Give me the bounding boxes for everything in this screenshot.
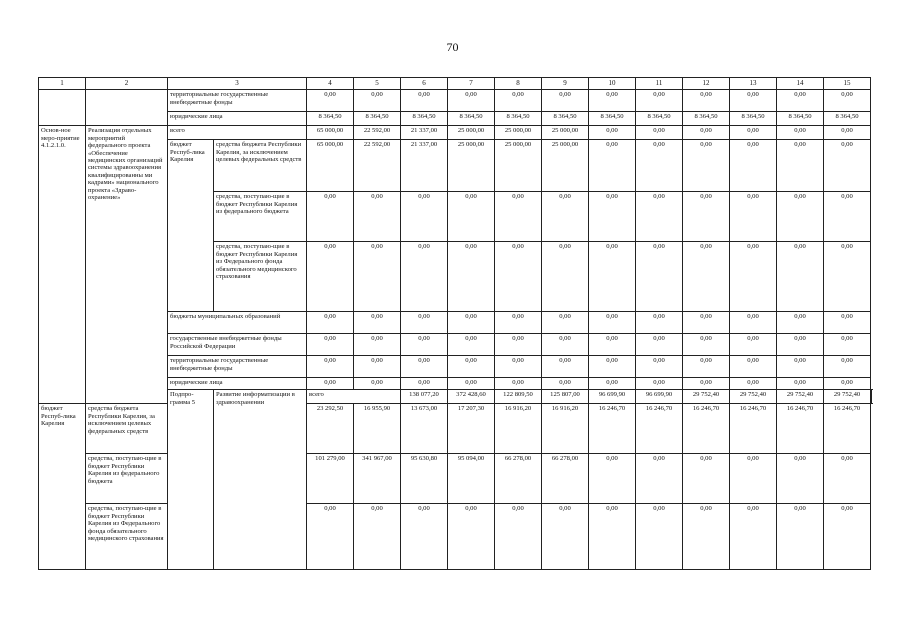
header-row [39,78,872,90]
value-cell: 25 000,00 [542,126,589,140]
value-cell: 8 364,50 [730,112,777,126]
value-cell: 122 809,50 [495,390,542,404]
section-title: Развитие информатизации в здравоохранении [214,390,307,570]
value-cell: 0,00 [589,90,636,112]
table-row [39,454,872,504]
header-cell: 7 [448,78,495,90]
value-cell: 0,00 [589,356,636,378]
value-cell: 29 752,40 [824,390,871,404]
empty-cell [86,90,168,126]
value-cell: 0,00 [683,334,730,356]
header-cell: 8 [495,78,542,90]
value-cell: 21 337,00 [401,126,448,140]
value-cell: 0,00 [824,192,871,242]
value-cell: 0,00 [777,454,824,504]
value-cell: 0,00 [683,312,730,334]
value-cell: 0,00 [448,378,495,390]
value-cell: 0,00 [354,312,401,334]
value-cell: 66 278,00 [542,454,589,504]
value-cell: 0,00 [777,192,824,242]
section-code: Основ-ное меро-приятие 4.1.2.1.0. [39,126,86,404]
value-cell: 0,00 [495,504,542,570]
value-cell: 0,00 [495,192,542,242]
value-cell: 0,00 [683,140,730,192]
value-cell: 0,00 [495,312,542,334]
value-cell: 0,00 [542,378,589,390]
value-cell: 22 592,00 [354,140,401,192]
value-cell: 0,00 [730,140,777,192]
value-cell: 8 364,50 [495,112,542,126]
header-cell: 6 [401,78,448,90]
value-cell: 0,00 [730,126,777,140]
value-cell: 0,00 [824,140,871,192]
value-cell: 0,00 [354,334,401,356]
budget-label: бюджет Респуб-лика Карелия [168,140,214,312]
header-cell: 11 [636,78,683,90]
value-cell: 0,00 [401,378,448,390]
value-cell: 0,00 [777,504,824,570]
value-cell: 0,00 [401,242,448,312]
value-cell: 17 207,30 [448,404,495,454]
value-cell: 0,00 [777,312,824,334]
source-label: юридические лица [168,378,307,390]
value-cell: 372 428,60 [448,390,495,404]
value-cell: 125 807,00 [542,390,589,404]
value-cell: 0,00 [824,504,871,570]
value-cell: 0,00 [777,90,824,112]
value-cell: 0,00 [354,192,401,242]
value-cell: 21 337,00 [401,140,448,192]
header-cell: 13 [730,78,777,90]
value-cell: 16 916,20 [495,404,542,454]
value-cell: 0,00 [401,90,448,112]
header-cell: 1 [39,78,86,90]
value-cell: 25 000,00 [542,140,589,192]
value-cell: 25 000,00 [448,140,495,192]
header-cell: 14 [777,78,824,90]
value-cell: 0,00 [448,334,495,356]
value-cell: 0,00 [730,378,777,390]
section-code: Подпро-грамма 5 [168,390,214,570]
value-cell: 8 364,50 [824,112,871,126]
value-cell: 0,00 [824,312,871,334]
value-cell: 0,00 [354,356,401,378]
value-cell: 25 000,00 [495,140,542,192]
value-cell: 29 752,40 [683,390,730,404]
value-cell: 0,00 [495,334,542,356]
value-cell: 0,00 [777,356,824,378]
value-cell: 0,00 [307,90,354,112]
value-cell: 0,00 [636,312,683,334]
header-cell: 9 [542,78,589,90]
value-cell: 0,00 [589,242,636,312]
value-cell: 0,00 [495,378,542,390]
budget-table [38,77,872,570]
value-cell: 0,00 [307,312,354,334]
value-cell: 0,00 [542,312,589,334]
value-cell: 0,00 [730,504,777,570]
value-cell: 0,00 [495,356,542,378]
source-label: государственные внебюджетные фонды Российской Федерации [168,334,307,356]
value-cell: 0,00 [354,90,401,112]
header-cell: 3 [168,78,307,90]
value-cell: 0,00 [683,504,730,570]
value-cell: 0,00 [683,192,730,242]
value-cell: 16 246,70 [683,404,730,454]
value-cell: 0,00 [636,454,683,504]
value-cell: 0,00 [636,504,683,570]
value-cell: 0,00 [824,334,871,356]
source-label: средства, поступаю-щие в бюджет Республики Карелия из федерального бюджета [86,454,168,504]
value-cell [871,390,872,404]
value-cell: 0,00 [730,312,777,334]
value-cell: 0,00 [401,504,448,570]
empty-cell [39,90,86,126]
page-number: 70 [446,40,459,54]
source-label: территориальные государственные внебюджетные фонды [168,356,307,378]
value-cell: 0,00 [730,242,777,312]
value-cell: 25 000,00 [448,126,495,140]
value-cell: 0,00 [730,356,777,378]
value-cell: 0,00 [777,334,824,356]
value-cell: 0,00 [542,334,589,356]
section-title: Реализация отдельных мероприятий федерального проекта «Обеспечение медицинских организаций системы здравоохранения квалифицированны ми кадрами» национального проекта «Здраво-охранение» [86,126,168,404]
value-cell: 0,00 [589,504,636,570]
value-cell: 341 967,00 [354,454,401,504]
value-cell: 0,00 [636,378,683,390]
value-cell: 0,00 [307,378,354,390]
value-cell: 29 752,40 [730,390,777,404]
value-cell: 0,00 [636,192,683,242]
value-cell: 0,00 [636,356,683,378]
value-cell: 0,00 [636,242,683,312]
value-cell: 96 699,90 [636,390,683,404]
value-cell: 0,00 [542,90,589,112]
header-cell: 5 [354,78,401,90]
value-cell: 0,00 [589,312,636,334]
value-cell: 0,00 [542,504,589,570]
value-cell: 0,00 [777,378,824,390]
value-cell: 0,00 [777,242,824,312]
value-cell: 0,00 [354,504,401,570]
value-cell: 0,00 [542,192,589,242]
value-cell: 95 630,80 [401,454,448,504]
value-cell: 0,00 [683,356,730,378]
value-cell: 16 246,70 [824,404,871,454]
value-cell: 0,00 [636,140,683,192]
value-cell: 0,00 [730,454,777,504]
value-cell: 65 000,00 [307,140,354,192]
value-cell: 0,00 [777,126,824,140]
value-cell: 0,00 [636,90,683,112]
value-cell: 0,00 [683,378,730,390]
value-cell: 16 246,70 [777,404,824,454]
value-cell: 8 364,50 [683,112,730,126]
value-cell: 0,00 [448,504,495,570]
value-cell: 22 592,00 [354,126,401,140]
value-cell: 8 364,50 [542,112,589,126]
value-cell: 0,00 [824,90,871,112]
value-cell: 0,00 [448,242,495,312]
value-cell: 0,00 [448,312,495,334]
value-cell: 0,00 [401,334,448,356]
source-label: средства, поступаю-щие в бюджет Республики Карелия из Федерального фонда обязательного медицинского страхования [214,242,307,312]
value-cell: 0,00 [589,454,636,504]
value-cell: 0,00 [448,192,495,242]
value-cell: 0,00 [636,334,683,356]
header-cell: 2 [86,78,168,90]
value-cell: 8 364,50 [448,112,495,126]
value-cell: 0,00 [307,334,354,356]
value-cell: 8 364,50 [636,112,683,126]
table-row [39,504,872,570]
value-cell: 8 364,50 [777,112,824,126]
table-row [39,90,872,112]
value-cell: 16 246,70 [589,404,636,454]
value-cell: 0,00 [589,334,636,356]
value-cell: 138 077,20 [401,390,448,404]
value-cell: 0,00 [824,356,871,378]
value-cell: 8 364,50 [589,112,636,126]
value-cell: 8 364,50 [354,112,401,126]
value-cell: 0,00 [730,90,777,112]
value-cell: 0,00 [589,378,636,390]
value-cell: 0,00 [589,192,636,242]
source-label: средства, поступаю-щие в бюджет Республики Карелия из федерального бюджета [214,192,307,242]
value-cell: 0,00 [824,454,871,504]
value-cell: 0,00 [542,356,589,378]
value-cell: 0,00 [683,90,730,112]
budget-label: бюджет Респуб-лика Карелия [39,404,86,570]
value-cell: 0,00 [354,378,401,390]
value-cell: 0,00 [307,356,354,378]
source-label: всего [168,126,307,140]
value-cell: 0,00 [307,504,354,570]
value-cell: 0,00 [683,454,730,504]
header-cell: 15 [824,78,871,90]
value-cell: 0,00 [777,140,824,192]
value-cell: 23 292,50 [307,404,354,454]
value-cell: 0,00 [401,312,448,334]
value-cell: 0,00 [824,378,871,390]
value-cell: 66 278,00 [495,454,542,504]
source-label: средства бюджета Республики Карелия, за исключением целевых федеральных средств [214,140,307,192]
value-cell: 0,00 [448,90,495,112]
value-cell: 0,00 [589,140,636,192]
value-cell: 0,00 [401,192,448,242]
header-cell: 12 [683,78,730,90]
value-cell: 0,00 [683,242,730,312]
table-row [39,404,872,454]
value-cell: 0,00 [495,90,542,112]
value-cell: 0,00 [824,126,871,140]
value-cell: 8 364,50 [401,112,448,126]
value-cell: 16 916,20 [542,404,589,454]
value-cell: 8 364,50 [307,112,354,126]
source-label: всего [307,390,401,404]
value-cell: 0,00 [589,126,636,140]
value-cell: 0,00 [448,356,495,378]
value-cell: 101 279,00 [307,454,354,504]
value-cell: 0,00 [730,192,777,242]
value-cell: 0,00 [730,334,777,356]
value-cell: 0,00 [307,242,354,312]
header-cell: 10 [589,78,636,90]
value-cell: 0,00 [636,126,683,140]
source-label: средства бюджета Республики Карелия, за исключением целевых федеральных средств [86,404,168,454]
source-label: юридические лица [168,112,307,126]
value-cell: 13 673,00 [401,404,448,454]
value-cell: 96 699,90 [589,390,636,404]
value-cell: 16 955,90 [354,404,401,454]
value-cell: 65 000,00 [307,126,354,140]
value-cell: 0,00 [542,242,589,312]
value-cell: 0,00 [354,242,401,312]
source-label: территориальные государственные внебюджетные фонды [168,90,307,112]
value-cell: 0,00 [683,126,730,140]
value-cell: 0,00 [495,242,542,312]
value-cell: 25 000,00 [495,126,542,140]
value-cell: 0,00 [824,242,871,312]
value-cell: 16 246,70 [636,404,683,454]
value-cell: 0,00 [401,356,448,378]
header-cell: 4 [307,78,354,90]
source-label: бюджеты муниципальных образований [168,312,307,334]
value-cell: 29 752,40 [777,390,824,404]
value-cell: 95 094,00 [448,454,495,504]
table-row [39,126,872,140]
source-label: средства, поступаю-щие в бюджет Республики Карелия из Федерального фонда обязательного медицинского страхования [86,504,168,570]
value-cell: 0,00 [307,192,354,242]
value-cell: 16 246,70 [730,404,777,454]
